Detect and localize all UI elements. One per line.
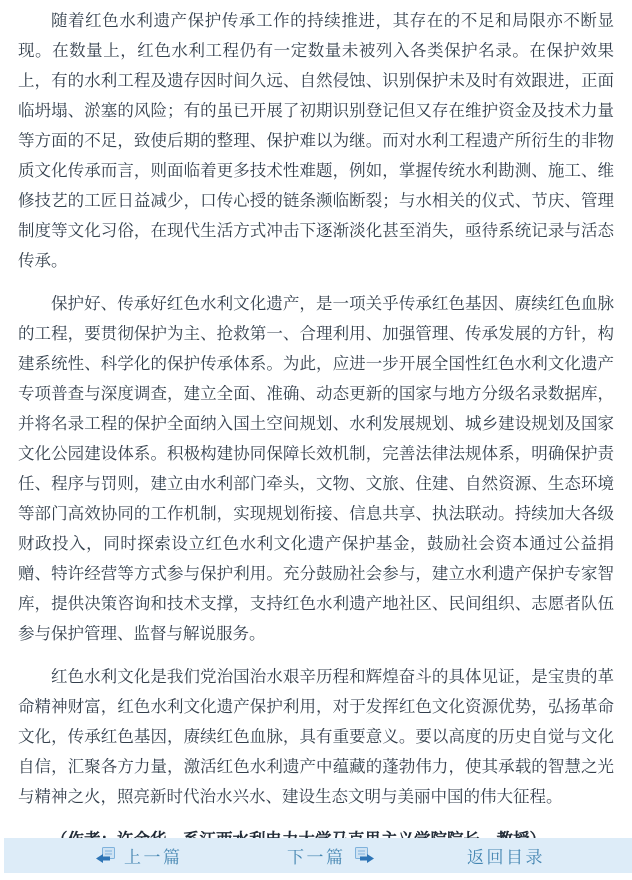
page-forward-icon[interactable] <box>354 846 376 865</box>
next-article-label[interactable]: 下一篇 <box>287 848 346 867</box>
article-paragraph-2: 保护好、传承好红色水利文化遗产，是一项关乎传承红色基因、赓续红色血脉的工程，要贯彻保护为主、抢救第一、合理利用、加强管理、传承发展的方针，构建系统性、科学化的保护传承体系。为此，应进一步开展全国性红色水利文化遗产专项普查与深度调查，建立全面、准确、动态更新的国家与地方分级名录数据库，并将名录工程的保护全面纳入国土空间规划、水利发展规划、城乡建设规划及国家文化公园建设体系。积极构建协同保障长效机制，完善法律法规体系，明确保护责任、程序与罚则，建立由水利部门牵头，文物、文旅、住建、自然资源、生态环境等部门高效协同的工作机制，实现规划衔接、信息共享、执法联动。持续加大各级财政投入，同时探索设立红色水利文化遗产保护基金，鼓励社会资本通过公益捐赠、特许经营等方式参与保护利用。充分鼓励社会参与，建立水利遗产保护专家智库，提供决策咨询和技术支撑，支持红色水利遗产地社区、民间组织、志愿者队伍参与保护管理、监督与解说服务。 <box>18 294 614 643</box>
article-paragraph-3: 红色水利文化是我们党治国治水艰辛历程和辉煌奋斗的具体见证，是宝贵的革命精神财富，红色水利文化遗产保护利用，对于发挥红色文化资源优势，弘扬革命文化，传承红色基因，赓续红色血脉，具有重要意义。要以高度的历史自觉与文化自信，汇聚各方力量，激活红色水利遗产中蕴藏的蓬勃伟力，使其承载的智慧之光与精神之火，照亮新时代治水兴水、建设生态文明与美丽中国的伟大征程。 <box>18 667 614 806</box>
article-paragraph-1: 随着红色水利遗产保护传承工作的持续推进，其存在的不足和局限亦不断显现。在数量上，红色水利工程仍有一定数量未被列入各类保护名录。在保护效果上，有的水利工程及遗存因时间久远、自然侵蚀、识别保护未及时有效跟进，正面临坍塌、淤塞的风险；有的虽已开展了初期识别登记但又存在维护资金及技术力量等方面的不足，致使后期的整理、保护难以为继。而对水利工程遗产所衍生的非物质文化传承而言，则面临着更多技术性难题，例如，掌握传统水利勘测、施工、维修技艺的工匠日益减少，口传心授的链条濒临断裂；与水相关的仪式、节庆、管理制度等文化习俗，在现代生活方式冲击下逐渐淡化甚至消失，亟待系统记录与活态传承。 <box>18 11 614 270</box>
next-article-link[interactable] <box>287 838 376 873</box>
footer-nav-bar <box>4 838 632 873</box>
page-back-icon[interactable] <box>94 846 116 865</box>
return-to-contents-link[interactable] <box>467 838 545 873</box>
return-to-contents-label[interactable]: 返回目录 <box>467 848 545 867</box>
previous-article-label[interactable]: 上一篇 <box>124 848 183 867</box>
previous-article-link[interactable] <box>94 838 183 873</box>
